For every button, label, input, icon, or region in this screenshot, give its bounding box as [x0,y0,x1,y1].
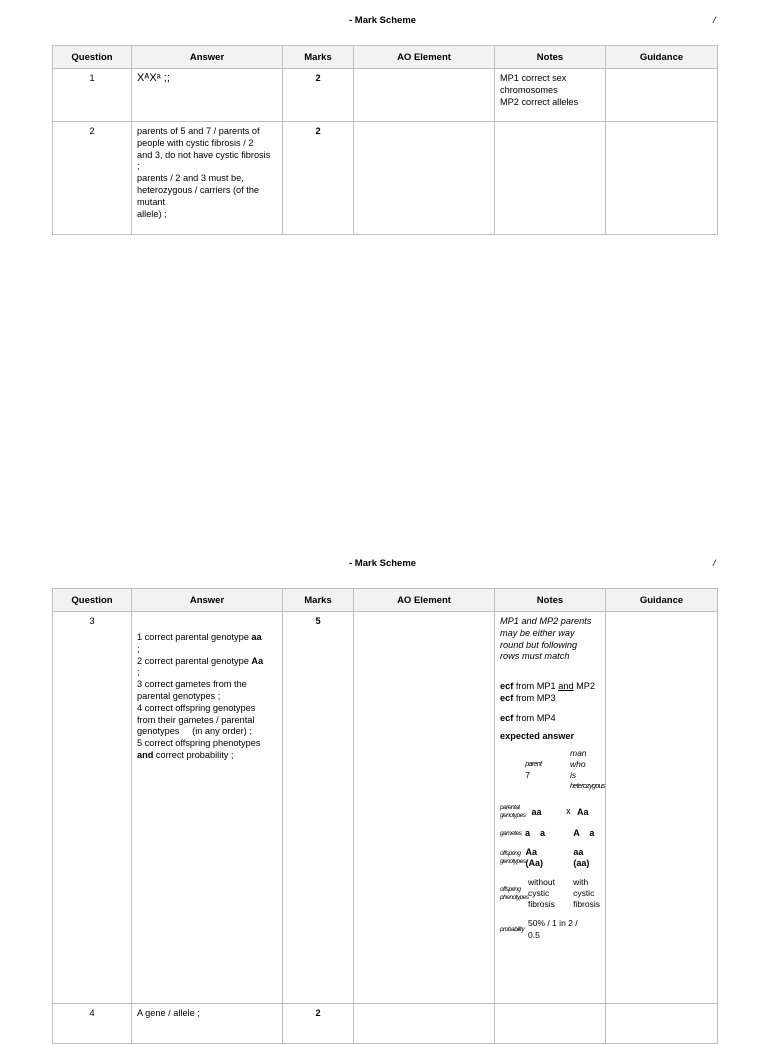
page2-title: - Mark Scheme [349,558,417,569]
answer-line: ; [137,161,140,172]
answer-line: 2 correct parental genotype Aa [137,655,264,666]
question-number: 1 [53,69,132,122]
answer-line: XᴬXᵃ ;; [137,72,170,84]
ao-cell [354,122,495,235]
col-marks: Marks [283,46,354,69]
notes-cell [495,122,606,235]
col-question: Question [53,589,132,612]
ecf-notes: ecf from MP1 and MP2 ecf from MP3 [500,681,596,703]
table-row [53,69,718,122]
answer-line: 3 correct gametes from the [137,679,247,690]
guidance-cell [606,612,718,1004]
marks-cell: 5 [283,612,354,1004]
question-number: 4 [53,1004,132,1044]
answer-line: 1 correct parental genotype aa [137,632,262,642]
answer-line: parental genotypes ; [137,690,221,701]
marks-cell: 2 [283,69,354,122]
notes-line: MP2 correct alleles [500,96,579,107]
genetic-cross [500,748,605,942]
col-guidance: Guidance [606,46,718,69]
answer-line: ; [137,667,140,678]
marks-cell: 2 [283,1004,354,1044]
page2-slash: / [713,558,716,569]
notes-line: MP1 correct sex [500,73,567,83]
table-row [53,612,718,1004]
col-ao-element: AO Element [354,589,495,612]
answer-line: ; [137,643,140,654]
table-header-row [53,46,718,69]
answer-cell [132,122,283,235]
answer-line: allele) ; [137,208,167,219]
answer-line: genotypes (in any order) ; [137,726,252,737]
ecf-note-mp4: ecf from MP4 [500,712,556,723]
answer-line: people with cystic fibrosis / 2 [137,137,254,148]
guidance-cell [606,69,718,122]
cross-row-probability: probability 50% / 1 in 2 / 0.5 [500,918,578,941]
cross-row-gametes: gametes a a A a [500,828,595,839]
col-question: Question [53,46,132,69]
cross-row-offspring-phenotypes: offspring phenotypes without cystic fibrosis with cystic fibrosis [500,877,600,910]
col-ao-element: AO Element [354,46,495,69]
answer-line: parents of 5 and 7 / parents of [137,126,260,136]
answer-line: 4 correct offspring genotypes [137,702,256,713]
page1-title: - Mark Scheme [349,15,417,26]
notes-cell [495,612,606,1004]
cross-heading: parent 7 man who is heterozygous [525,748,605,791]
mark-scheme-table-2 [52,588,718,1044]
answer-line: mutant [137,196,166,207]
notes-line: chromosomes [500,84,558,95]
cross-row-parental-genotypes: parental genotypes aa x Aa [500,804,589,820]
notes-cell [495,69,606,122]
page1-slash: / [713,15,716,26]
col-guidance: Guidance [606,589,718,612]
expected-answer-title: expected answer [500,730,575,741]
notes-italic: MP1 and MP2 parents may be either way round but following rows must match [500,616,592,662]
table-header-row [53,589,718,612]
answer-cell [132,69,283,122]
col-notes: Notes [495,46,606,69]
col-answer: Answer [132,46,283,69]
answer-line: and 3, do not have cystic fibrosis [137,149,271,160]
question-number: 2 [53,122,132,235]
answer-cell [132,612,283,1004]
answer-line: heterozygous / carriers (of the [137,184,260,195]
guidance-cell [606,122,718,235]
marks-cell: 2 [283,122,354,235]
col-notes: Notes [495,589,606,612]
answer-line: parents / 2 and 3 must be, [137,173,244,184]
answer-cell: A gene / allele ; [132,1004,283,1044]
cross-row-offspring-genotypes: offspring genotypes Aa (Aa) aa (aa) [500,847,590,869]
answer-line: from their gametes / parental [137,714,255,725]
mark-scheme-table-1 [52,45,718,235]
col-marks: Marks [283,589,354,612]
col-answer: Answer [132,589,283,612]
answer-line: and correct probability ; [137,749,234,760]
table-row [53,122,718,235]
ao-cell [354,612,495,1004]
answer-line: 5 correct offspring phenotypes [137,738,261,749]
ao-cell [354,69,495,122]
question-number: 3 [53,612,132,1004]
